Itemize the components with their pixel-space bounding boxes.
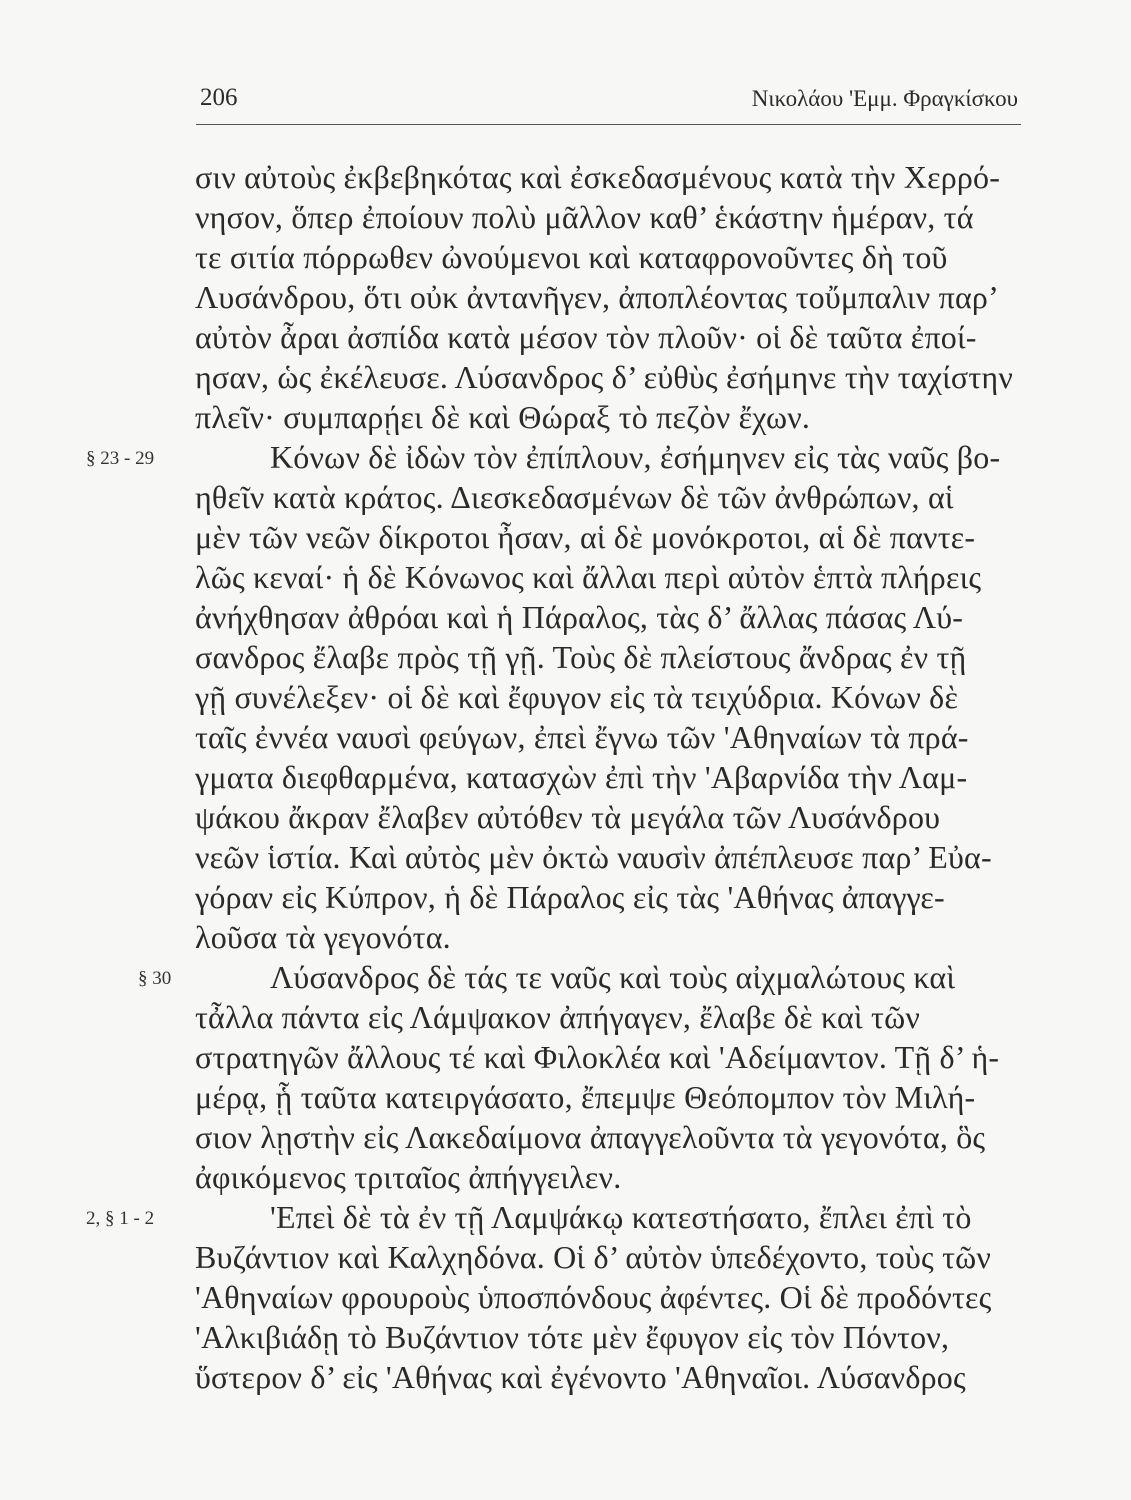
text-line: 'Αλκιβιάδῃ τὸ Βυζάντιον τότε μὲν ἔφυγον εἰς τὸν Πόντον,: [195, 1319, 950, 1355]
text-line: ψάκου ἄκραν ἔλαβεν αὐτόθεν τὰ μεγάλα τῶν Λυσάνδρου: [195, 799, 941, 835]
text-line: τἆλλα πάντα εἰς Λάμψακον ἀπήγαγεν, ἔλαβε δὲ καὶ τῶν: [195, 999, 921, 1035]
text-line: τε σιτία πόρρωθεν ὠνούμενοι καὶ καταφρονοῦντες δὴ τοῦ: [195, 239, 948, 275]
text-line: πλεῖν· συμπαρῄει δὲ καὶ Θώραξ τὸ πεζὸν ἔχων.: [195, 399, 811, 435]
text-line: ἀνήχθησαν ἀθρόαι καὶ ἡ Πάραλος, τὰς δ’ ἄλλας πάσας Λύ-: [195, 599, 964, 635]
margin-note: § 30: [138, 968, 172, 989]
text-line: μὲν τῶν νεῶν δίκροτοι ἦσαν, αἱ δὲ μονόκροτοι, αἱ δὲ παντε-: [195, 519, 976, 555]
text-line: ησαν, ὡς ἐκέλευσε. Λύσανδρος δ’ εὐθὺς ἐσήμηνε τὴν ταχίστην: [195, 359, 1014, 395]
text-line: ηθεῖν κατὰ κράτος. Διεσκεδασμένων δὲ τῶν ἀνθρώπων, αἱ: [195, 479, 954, 515]
text-line: σιον λῃστὴν εἰς Λακεδαίμονα ἀπαγγελοῦντα τὰ γεγονότα, ὃς: [195, 1119, 986, 1155]
text-line: Λύσανδρος δὲ τάς τε ναῦς καὶ τοὺς αἰχμαλώτους καὶ: [270, 959, 956, 995]
text-line: λοῦσα τὰ γεγονότα.: [195, 919, 451, 955]
header-divider: [196, 124, 1021, 125]
text-line: Βυζάντιον καὶ Καλχηδόνα. Οἱ δ’ αὐτὸν ὑπεδέχοντο, τοὺς τῶν: [195, 1239, 992, 1275]
text-line: γῇ συνέλεξεν· οἱ δὲ καὶ ἔφυγον εἰς τὰ τειχύδρια. Κόνων δὲ: [195, 679, 959, 715]
margin-note: 2, § 1 - 2: [86, 1208, 155, 1229]
text-line: Κόνων δὲ ἰδὼν τὸν ἐπίπλουν, ἐσήμηνεν εἰς τὰς ναῦς βο-: [270, 439, 1001, 475]
text-line: 'Αθηναίων φρουροὺς ὑποσπόνδους ἀφέντες. Οἱ δὲ προδόντες: [195, 1279, 992, 1315]
text-line: αὐτὸν ἆραι ἀσπίδα κατὰ μέσον τὸν πλοῦν· οἱ δὲ ταῦτα ἐποί-: [195, 319, 977, 355]
text-line: ταῖς ἐννέα ναυσὶ φεύγων, ἐπεὶ ἔγνω τῶν 'Αθηναίων τὰ πρά-: [195, 719, 969, 755]
text-line: ὕστερον δ’ εἰς 'Αθήνας καὶ ἐγένοντο 'Αθηναῖοι. Λύσανδρος: [195, 1359, 966, 1395]
text-line: μέρᾳ, ᾗ ταῦτα κατειργάσατο, ἔπεμψε Θεόπομπον τὸν Μιλή-: [195, 1079, 976, 1115]
text-line: 'Επεὶ δὲ τὰ ἐν τῇ Λαμψάκῳ κατεστήσατο, ἔπλει ἐπὶ τὸ: [270, 1199, 972, 1235]
text-line: σανδρος ἔλαβε πρὸς τῇ γῇ. Τοὺς δὲ πλείστους ἄνδρας ἐν τῇ: [195, 639, 967, 675]
margin-note: § 23 - 29: [86, 448, 155, 469]
page-number: 206: [200, 84, 238, 111]
text-line: γματα διεφθαρμένα, κατασχὼν ἐπὶ τὴν 'Αβαρνίδα τὴν Λαμ-: [195, 759, 968, 795]
text-line: λῶς κεναί· ἡ δὲ Κόνωνος καὶ ἄλλαι περὶ αὐτὸν ἑπτὰ πλήρεις: [195, 559, 982, 595]
text-line: ἀφικόμενος τριταῖος ἀπήγγειλεν.: [195, 1159, 622, 1195]
text-line: νησον, ὅπερ ἐποίουν πολὺ μᾶλλον καθ’ ἑκάστην ἡμέραν, τά: [195, 199, 974, 235]
text-line: νεῶν ἱστία. Καὶ αὐτὸς μὲν ὀκτὼ ναυσὶν ἀπέπλευσε παρ’ Εὐα-: [195, 839, 992, 875]
running-title: Νικολάου 'Εμμ. Φραγκίσκου: [751, 86, 1018, 111]
text-line: στρατηγῶν ἄλλους τέ καὶ Φιλοκλέα καὶ 'Αδείμαντον. Τῇ δ’ ἡ-: [195, 1039, 1000, 1075]
text-line: γόραν εἰς Κύπρον, ἡ δὲ Πάραλος εἰς τὰς 'Αθήνας ἀπαγγε-: [195, 879, 945, 915]
text-line: σιν αὐτοὺς ἐκβεβηκότας καὶ ἐσκεδασμένους κατὰ τὴν Χερρό-: [195, 159, 1001, 195]
text-line: Λυσάνδρου, ὅτι οὐκ ἀντανῆγεν, ἀποπλέοντας τοὔμπαλιν παρ’: [195, 279, 999, 315]
